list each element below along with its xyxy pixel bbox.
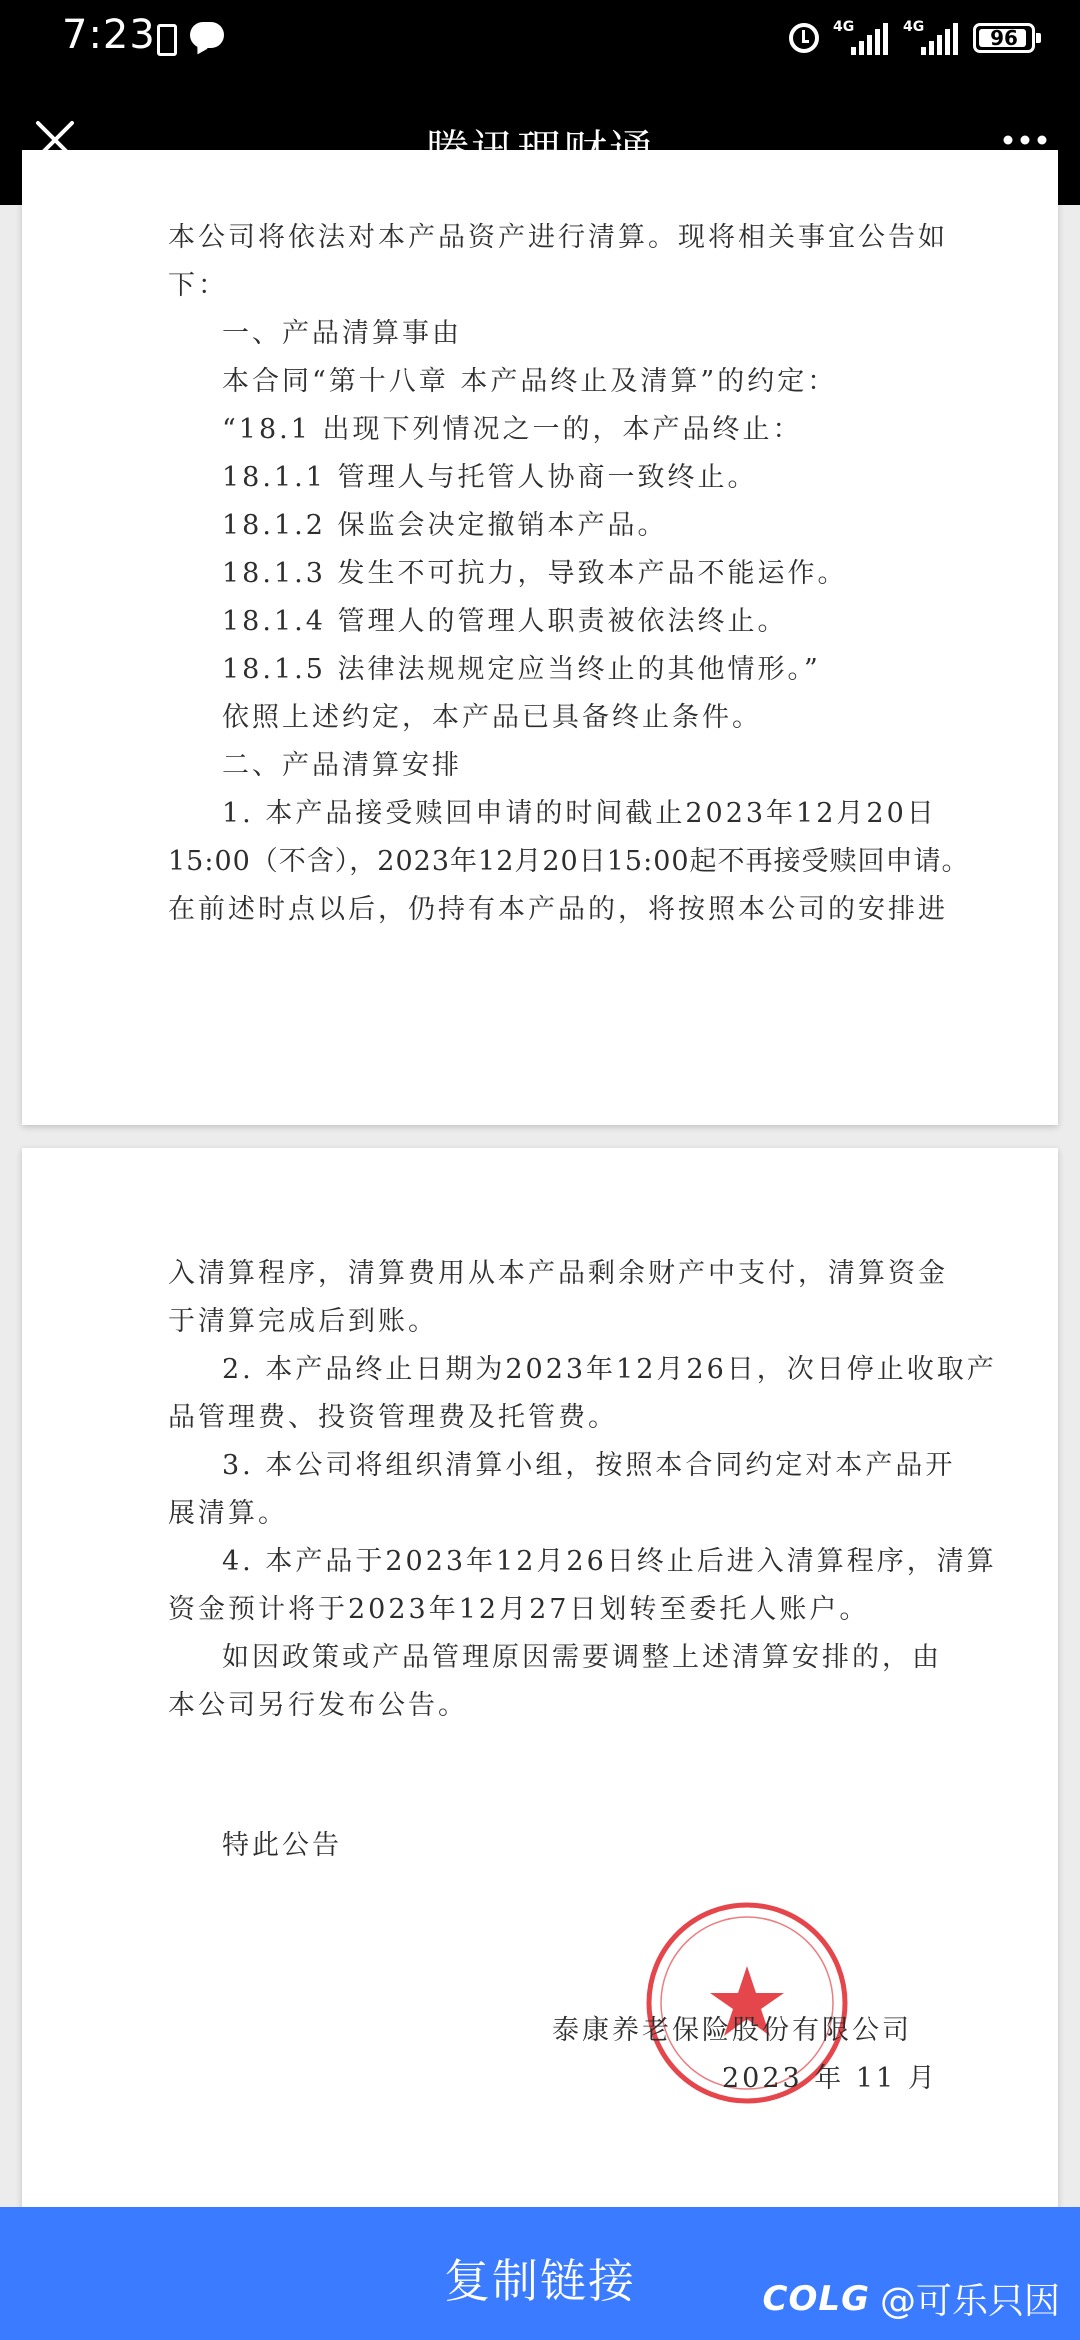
closing-text: 特此公告 [222,1830,342,1861]
doc-line: 如因政策或产品管理原因需要调整上述清算安排的，由 [222,1642,942,1673]
doc-line: 18.1.4 管理人的管理人职责被依法终止。 [222,606,788,637]
doc-line: 2. 本产品终止日期为2023年12月26日，次日停止收取产 [222,1354,997,1385]
network-type-2: 4G [903,19,925,35]
signal-icon-2 [903,21,959,55]
doc-line: 入清算程序，清算费用从本产品剩余财产中支付，清算资金 [168,1258,948,1289]
company-name: 泰康养老保险股份有限公司 [552,2015,912,2046]
watermark [763,2273,1060,2324]
alarm-icon [789,23,819,53]
doc-line: 15:00（不含），2023年12月20日15:00起不再接受赎回申请。 [168,846,970,877]
doc-line: “18.1 出现下列情况之一的，本产品终止： [222,414,803,445]
signal-icon-1 [833,21,889,55]
doc-line: 本公司另行发布公告。 [168,1690,468,1721]
doc-line: 3. 本公司将组织清算小组，按照本合同约定对本产品开 [222,1450,956,1481]
battery-level: 96 [990,26,1018,50]
doc-line: 18.1.5 法律法规规定应当终止的其他情形。” [222,654,821,685]
announcement-date: 2023 年 11 月 [722,2063,938,2094]
doc-line: 展清算。 [168,1498,288,1529]
copy-link-button[interactable] [0,2207,1080,2340]
doc-line: 本公司将依法对本产品资产进行清算。现将相关事宜公告如 [168,222,948,253]
doc-line: 1. 本产品接受赎回申请的时间截止2023年12月20日 [222,798,937,829]
doc-line: 18.1.3 发生不可抗力，导致本产品不能运作。 [222,558,848,589]
doc-line: 资金预计将于2023年12月27日划转至委托人账户。 [168,1594,870,1625]
doc-heading: 一、产品清算事由 [222,318,462,349]
battery-icon [973,23,1035,53]
message-notification-icon [190,22,224,48]
doc-line: 下： [168,270,228,301]
doc-line: 18.1.2 保监会决定撤销本产品。 [222,510,668,541]
doc-line: 在前述时点以后，仍持有本产品的，将按照本公司的安排进 [168,894,948,925]
status-bar [0,0,1080,75]
doc-line: 于清算完成后到账。 [168,1306,438,1337]
doc-line: 4. 本产品于2023年12月26日终止后进入清算程序，清算 [222,1546,997,1577]
doc-line: 品管理费、投资管理费及托管费。 [168,1402,618,1433]
doc-heading: 二、产品清算安排 [222,750,462,781]
copy-link-label: 复制链接 [444,2254,636,2308]
doc-line: 本合同“第十八章 本产品终止及清算”的约定： [222,366,838,397]
battery-saver-icon [157,24,177,56]
network-type-1: 4G [833,19,855,35]
doc-line: 依照上述约定，本产品已具备终止条件。 [222,702,762,733]
document-page-2 [22,1148,1058,2328]
watermark-handle: @可乐只因 [879,2281,1060,2322]
watermark-logo: COLG [762,2278,870,2319]
doc-line: 18.1.1 管理人与托管人协商一致终止。 [222,462,758,493]
document-page-1 [22,150,1058,1125]
status-time: 7:23 [62,12,156,58]
